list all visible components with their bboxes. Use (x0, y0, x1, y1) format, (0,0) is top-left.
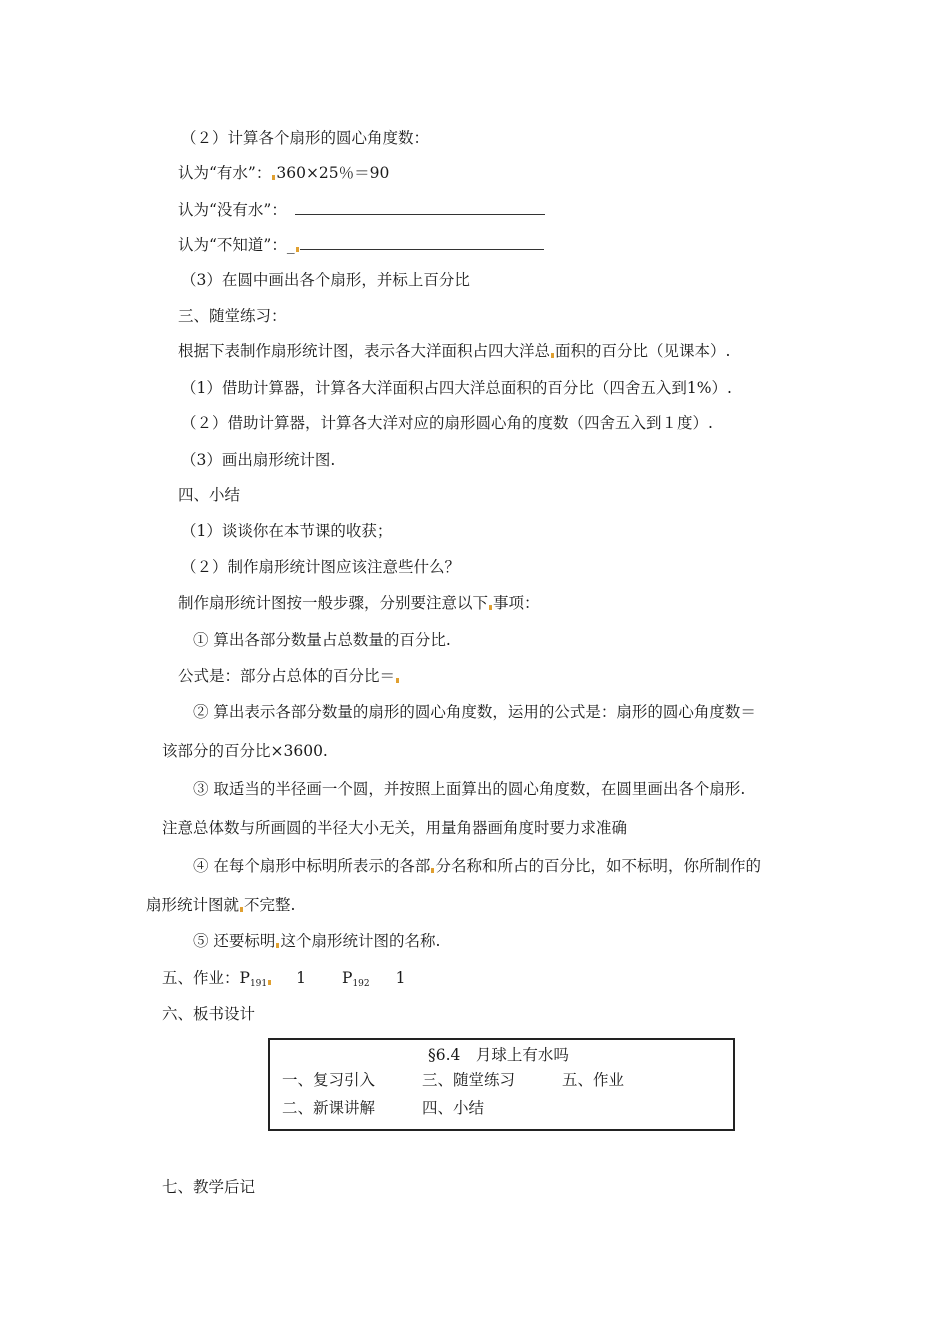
summary-1: （1）谈谈你在本节课的收获； (181, 522, 393, 540)
answer-no-water (178, 200, 545, 220)
step-circle-5: ⑤ 还要标明 这个扇形统计图的名称. (193, 932, 441, 950)
step-circle-2-cont: 该部分的百分比×3600. (162, 742, 328, 760)
answer-has-water-formula: 360×25％＝90 (276, 164, 390, 182)
answer-no-water-blank (295, 200, 545, 215)
board-item-summary: 四、小结 (422, 1099, 485, 1117)
step-circle-1: ① 算出各部分数量占总数量的百分比. (193, 631, 451, 649)
edit-mark (272, 175, 275, 180)
section-3-heading: 三、随堂练习： (178, 307, 287, 325)
step-circle-4-cont: 扇形统计图就 不完整. (146, 896, 296, 914)
edit-mark (489, 605, 492, 610)
step-circle-4: ④ 在每个扇形中标明所表示的各部 分名称和所占的百分比，如不标明，你所制作的 (193, 857, 761, 875)
edit-mark (268, 980, 271, 985)
step-circle-3-note: 注意总体数与所画圆的半径大小无关，用量角器画角度时要力求准确 (162, 819, 628, 837)
edit-mark (296, 247, 299, 252)
edit-mark (240, 907, 243, 912)
edit-mark (551, 353, 554, 358)
step-2-heading: （２）计算各个扇形的圆心角度数： (181, 129, 430, 147)
answer-has-water-label: 认为“有水”： (178, 164, 272, 182)
answer-unknown (178, 235, 544, 255)
answer-unknown-underscore: _ (286, 236, 295, 254)
formula-line: 公式是：部分占总体的百分比＝ (178, 666, 400, 686)
answer-unknown-label: 认为“不知道”： (178, 236, 287, 254)
board-item-practice: 三、随堂练习 (422, 1071, 516, 1089)
edit-mark (396, 678, 399, 683)
board-item-new-lesson: 二、新课讲解 (282, 1099, 376, 1117)
section-7-heading: 七、教学后记 (162, 1178, 256, 1196)
step-circle-2: ② 算出表示各部分数量的扇形的圆心角度数，运用的公式是：扇形的圆心角度数＝ (193, 703, 756, 721)
steps-intro: 制作扇形统计图按一般步骤，分别要注意以下 事项： (178, 594, 540, 612)
section-4-heading: 四、小结 (178, 486, 241, 504)
blackboard-design-box (268, 1038, 735, 1131)
step-3-draw: （3）在圆中画出各个扇形，并标上百分比 (181, 271, 470, 289)
edit-mark (431, 868, 434, 873)
answer-has-water (178, 163, 389, 183)
homework-line: 五、作业：$P_{191}$ 1 $P_{192}$ 1 (162, 969, 406, 989)
answer-unknown-blank (300, 235, 544, 250)
summary-2: （２）制作扇形统计图应该注意些什么？ (181, 558, 461, 576)
edit-mark (276, 943, 279, 948)
board-title: §6.4 月球上有水吗 (428, 1046, 569, 1064)
exercise-step-1: （1）借助计算器，计算各大洋面积占四大洋总面积的百分比（四舍五入到1%）. (181, 379, 732, 397)
step-circle-3: ③ 取适当的半径画一个圆，并按照上面算出的圆心角度数，在圆里画出各个扇形. (193, 780, 746, 798)
exercise-step-2: （２）借助计算器，计算各大洋对应的扇形圆心角的度数（四舍五入到１度）. (181, 414, 713, 432)
board-item-review: 一、复习引入 (282, 1071, 376, 1089)
exercise-intro: 根据下表制作扇形统计图，表示各大洋面积占四大洋总 面积的百分比（见课本）. (178, 342, 731, 360)
exercise-step-3: （3）画出扇形统计图. (181, 451, 336, 469)
board-item-homework: 五、作业 (562, 1071, 625, 1089)
answer-no-water-label: 认为“没有水”： (178, 201, 287, 219)
section-6-heading: 六、板书设计 (162, 1005, 256, 1023)
